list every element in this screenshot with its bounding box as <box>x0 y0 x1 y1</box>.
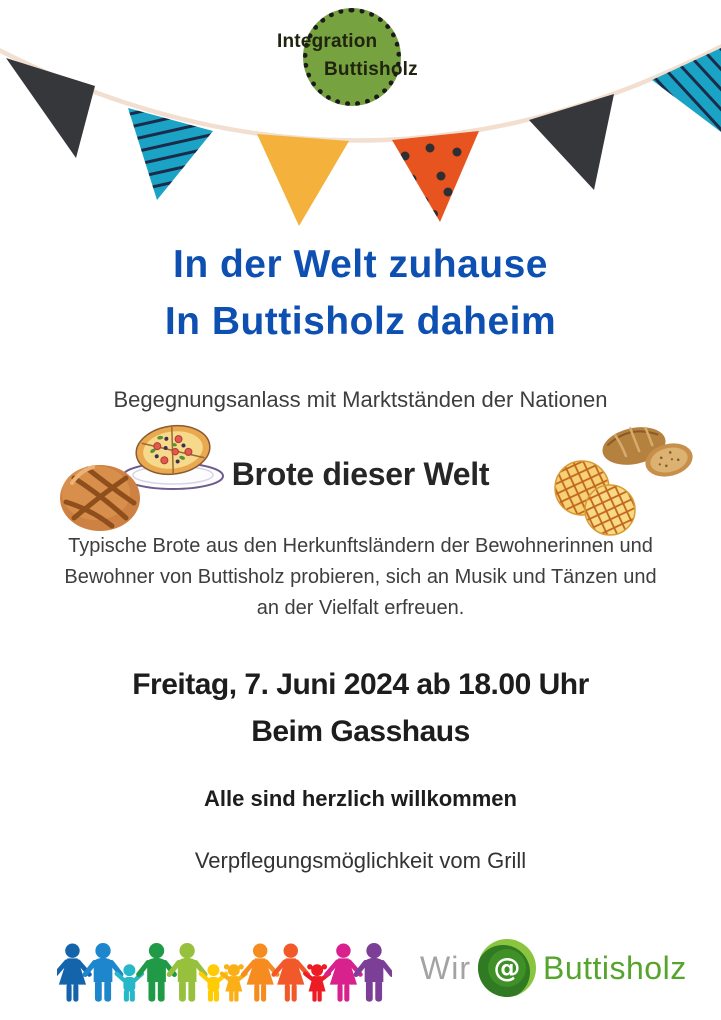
flatbread-illustration <box>542 460 650 538</box>
wir-buttisholz-logo <box>420 930 687 1006</box>
main-title-line1: In der Welt zuhause <box>172 243 548 286</box>
event-datetime: Freitag, 7. Juni 2024 ab 18.00 Uhr <box>132 668 589 701</box>
pennant-flag <box>112 92 228 200</box>
description <box>0 531 721 624</box>
pennant-flag <box>392 131 479 222</box>
catering-line: Verpflegungsmöglichkeit vom Grill <box>194 848 527 873</box>
description-line1: Typische Brote aus den Herkunftsländern der Bewohnerinnen und <box>68 535 653 557</box>
pennant-flag <box>257 134 349 226</box>
event-location: Beim Gasshaus <box>251 715 470 748</box>
main-title-line2: In Buttisholz daheim <box>164 300 557 343</box>
subtitle: Begegnungsanlass mit Marktständen der Nationen <box>113 387 608 412</box>
integration-logo-text: Buttisholz <box>324 59 418 80</box>
integration-logo-text: Integration <box>277 31 378 52</box>
description-line3: an der Vielfalt erfreuen. <box>256 597 465 619</box>
wir-label: Wir <box>420 949 471 986</box>
integration-logo-circle <box>303 8 401 106</box>
pennant-flag <box>6 58 95 158</box>
at-sign: @ <box>493 952 521 984</box>
pennant-flag <box>529 94 614 190</box>
main-title <box>0 236 721 350</box>
section-heading: Brote dieser Welt <box>231 456 490 492</box>
people-chain-illustration <box>57 932 392 1011</box>
event-details <box>0 661 721 755</box>
description-line2: Bewohner von Buttisholz probieren, sich an Musik und Tänzen und <box>64 566 657 588</box>
at-swirl-icon <box>478 939 536 997</box>
welcome-line: Alle sind herzlich willkommen <box>204 786 517 811</box>
buttisholz-label: Buttisholz <box>542 949 687 986</box>
